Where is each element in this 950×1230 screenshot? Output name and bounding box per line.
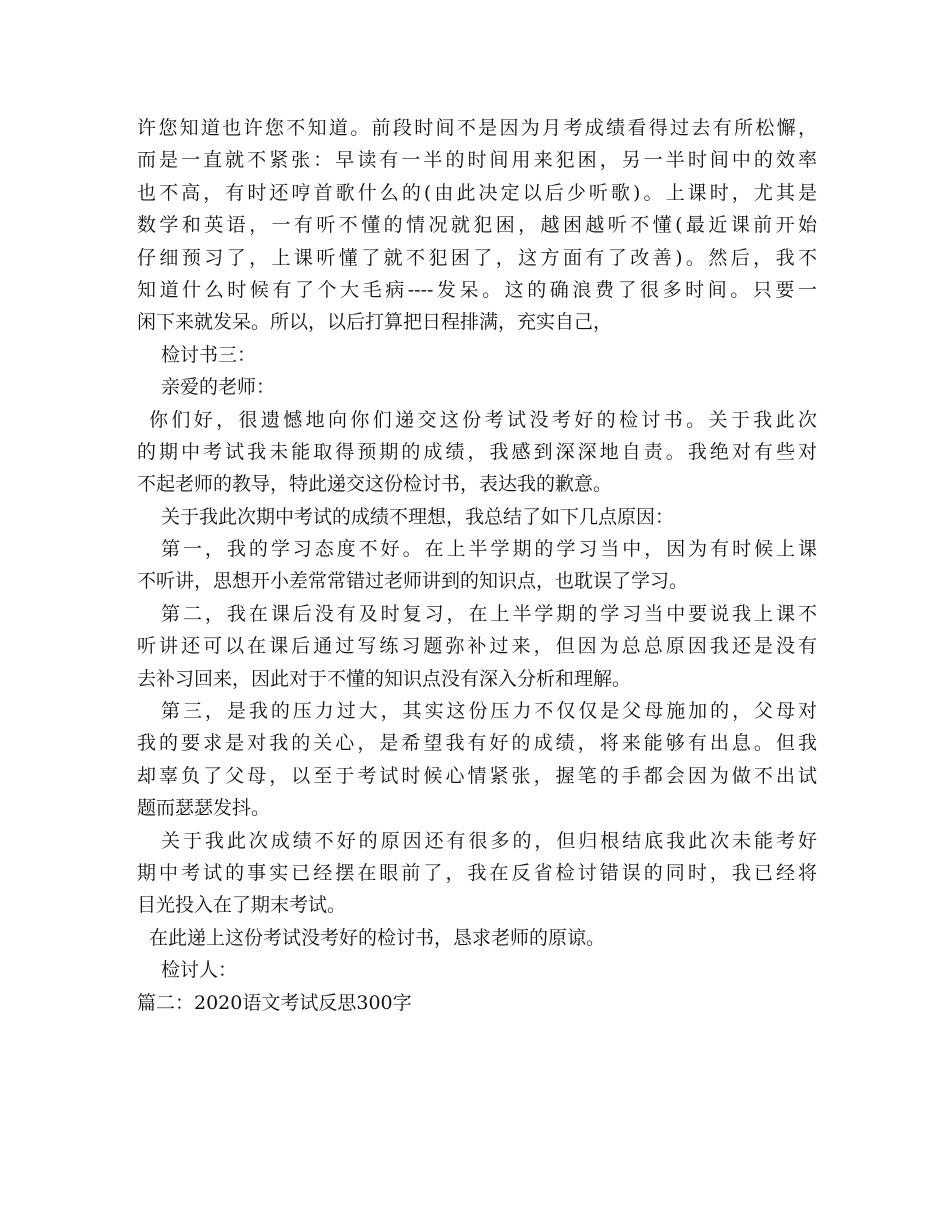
text-line: 在此递上这份考试没考好的检讨书，恳求老师的原谅。 (149, 926, 606, 949)
section-title: 篇二：2020语文考试反思300字 (137, 991, 412, 1014)
text-line: 期中考试的事实已经摆在眼前了，我在反省检讨错误的同时，我已经将 (137, 861, 817, 884)
text-line: 知道什么时候有了个大毛病----发呆。这的确浪费了很多时间。只要一 (137, 278, 817, 301)
text-line: 却辜负了父母，以至于考试时候心情紧张，握笔的手都会因为做不出试 (137, 764, 817, 787)
text-line: 而是一直就不紧张：早读有一半的时间用来犯困，另一半时间中的效率 (137, 149, 817, 172)
text-line: 你们好，很遗憾地向你们递交这份考试没考好的检讨书。关于我此次 (149, 408, 817, 431)
text-line: 仔细预习了，上课听懂了就不犯困了，这方面有了改善)。然后，我不 (137, 246, 817, 269)
text-line: 关于我此次成绩不好的原因还有很多的，但归根结底我此次未能考好 (161, 829, 817, 852)
text-line: 第二，我在课后没有及时复习，在上半学期的学习当中要说我上课不 (161, 602, 817, 625)
text-line: 许您知道也许您不知道。前段时间不是因为月考成绩看得过去有所松懈， (137, 117, 817, 139)
signature-label: 检讨人： (161, 959, 238, 982)
text-line: 第三，是我的压力过大，其实这份压力不仅仅是父母施加的，父母对 (161, 700, 817, 723)
text-line: 闲下来就发呆。所以，以后打算把日程排满，充实自己， (137, 311, 613, 334)
text-line: 不听讲，思想开小差常常错过老师讲到的知识点，也耽误了学习。 (137, 570, 689, 593)
text-line: 题而瑟瑟发抖。 (137, 797, 271, 820)
text-line: 听讲还可以在课后通过写练习题弥补过来，但因为总总原因我还是没有 (137, 635, 817, 658)
text-line: 关于我此次期中考试的成绩不理想，我总结了如下几点原因： (161, 505, 675, 528)
salutation: 亲爱的老师： (161, 376, 276, 399)
text-line: 不起老师的教导，特此递交这份检讨书，表达我的歉意。 (137, 473, 613, 496)
text-line: 数学和英语，一有听不懂的情况就犯困，越困越听不懂(最近课前开始 (137, 214, 817, 237)
text-line: 去补习回来，因此对于不懂的知识点没有深入分析和理解。 (137, 667, 632, 690)
text-line: 我的要求是对我的关心，是希望我有好的成绩，将来能够有出息。但我 (137, 732, 817, 755)
text-line: 也不高，有时还哼首歌什么的(由此决定以后少听歌)。上课时，尤其是 (137, 181, 817, 204)
text-line: 第一，我的学习态度不好。在上半学期的学习当中，因为有时候上课 (161, 538, 817, 561)
text-line: 的期中考试我未能取得预期的成绩，我感到深深地自责。我绝对有些对 (137, 440, 817, 463)
document-body (137, 112, 817, 1019)
section-heading: 检讨书三： (161, 343, 257, 366)
text-line: 目光投入在了期末考试。 (137, 894, 347, 917)
